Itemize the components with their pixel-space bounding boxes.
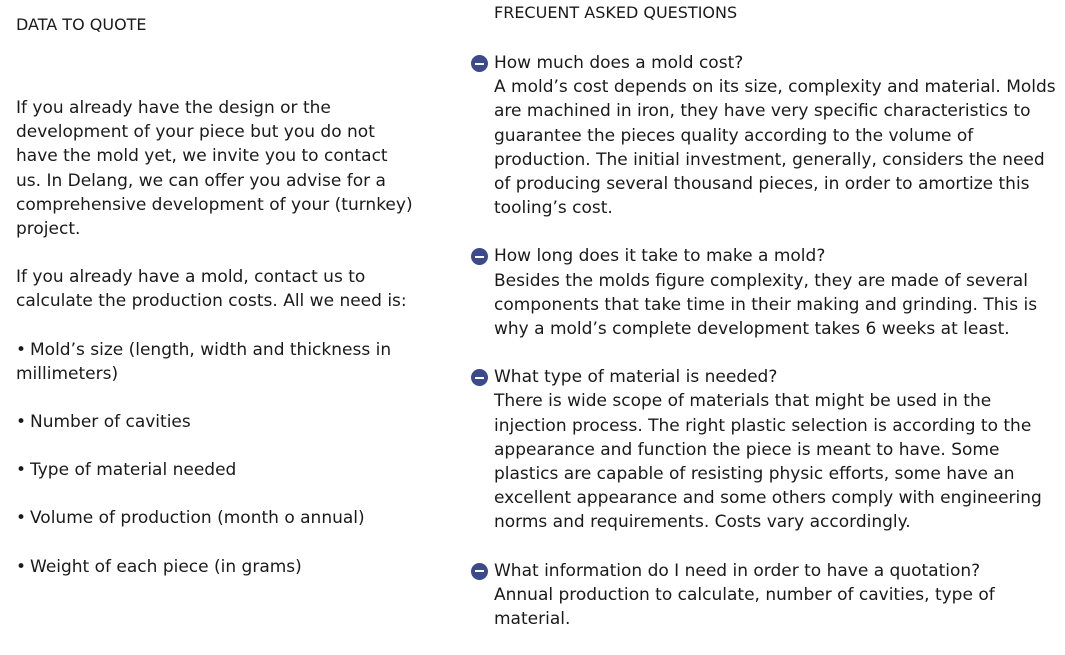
faq-item xyxy=(471,244,1065,341)
list-item-text: Weight of each piece (in grams) xyxy=(30,556,302,577)
mold-paragraph: If you already have a mold, contact us to calculate the production costs. All we need is: xyxy=(16,267,407,312)
faq-question[interactable]: How long does it take to make a mold? xyxy=(494,246,826,267)
faq-item xyxy=(471,51,1065,220)
data-to-quote-section xyxy=(16,14,416,603)
list-item xyxy=(16,410,416,434)
faq-question[interactable]: What information do I need in order to have a quotation? xyxy=(494,560,981,581)
collapse-icon[interactable] xyxy=(471,369,488,386)
list-item xyxy=(16,458,416,482)
collapse-icon[interactable] xyxy=(471,563,488,580)
list-item xyxy=(16,338,416,386)
faq-section xyxy=(471,2,1065,655)
list-item xyxy=(16,506,416,530)
list-item-text: Type of material needed xyxy=(30,460,237,481)
bullet-icon: • xyxy=(16,339,27,360)
faq-item xyxy=(471,365,1065,534)
faq-title: FRECUENT ASKED QUESTIONS xyxy=(494,3,738,22)
requirements-list xyxy=(16,338,416,579)
faq-answer: Besides the molds figure complexity, they are made of several components that take time in their making and grinding. This is why a mold’s complete development takes 6 weeks at least. xyxy=(494,270,1038,340)
list-item xyxy=(16,555,416,579)
faq-answer: A mold’s cost depends on its size, complexity and material. Molds are machined in iron, they have very specific characteristics to guarantee the pieces quality according to the volume of production. The initial investment, generally, considers the need of producing several thousand pieces, in order to amortize this tooling’s cost. xyxy=(494,77,1056,219)
faq-answer: Annual production to calculate, number of cavities, type of material. xyxy=(494,584,995,630)
intro-paragraph: If you already have the design or the development of your piece but you do not have the mold yet, we invite you to contact us. In Delang, we can offer you advise for a comprehensive development of your (turnkey) project. xyxy=(16,98,413,240)
faq-answer: There is wide scope of materials that might be used in the injection process. The right plastic selection is according to the appearance and function the piece is meant to have. Some plastics are capable of resisting physic efforts, some have an excellent appearance and some others comply with engineering norms and requirements. Costs vary accordingly. xyxy=(494,391,1042,533)
collapse-icon[interactable] xyxy=(471,55,488,72)
bullet-icon: • xyxy=(16,556,27,577)
faq-item xyxy=(471,559,1065,632)
faq-question[interactable]: What type of material is needed? xyxy=(494,367,778,388)
collapse-icon[interactable] xyxy=(471,248,488,265)
bullet-icon: • xyxy=(16,412,27,433)
list-item-text: Mold’s size (length, width and thickness in millimeters) xyxy=(16,339,392,384)
bullet-icon: • xyxy=(16,460,27,481)
list-item-text: Number of cavities xyxy=(30,412,191,433)
list-item-text: Volume of production (month o annual) xyxy=(30,508,365,529)
data-to-quote-title: DATA TO QUOTE xyxy=(16,15,147,34)
faq-question[interactable]: How much does a mold cost? xyxy=(494,53,744,73)
bullet-icon: • xyxy=(16,508,27,529)
